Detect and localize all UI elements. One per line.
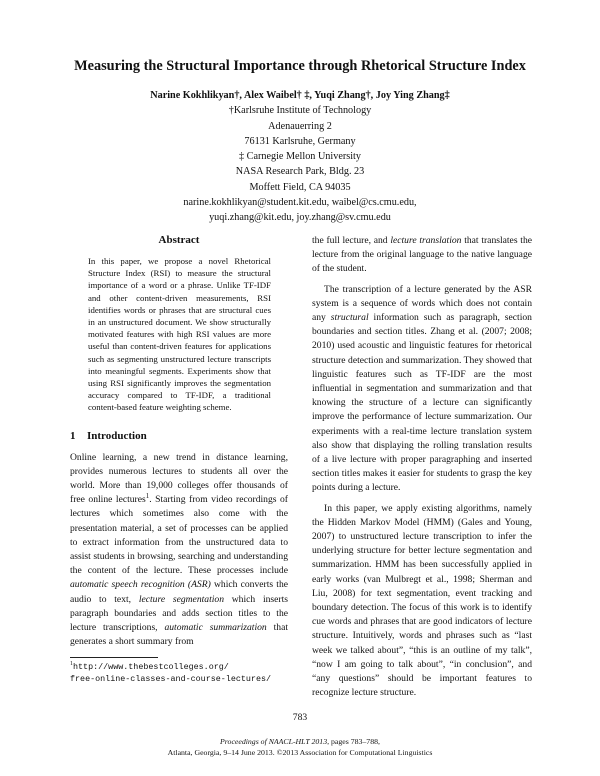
affiliation-line: Moffett Field, CA 94035 (249, 181, 351, 193)
left-column (70, 234, 288, 685)
affiliation-line: Adenauerring 2 (268, 120, 332, 132)
section-title: Introduction (87, 429, 147, 442)
right-column (312, 234, 532, 701)
footnote-mark: 1 (70, 661, 73, 668)
affiliation-line: †Karlsruhe Institute of Technology (228, 105, 372, 117)
section-number: 1 (70, 429, 76, 442)
author-list: Narine Kokhlikyan†, Alex Waibel† ‡, Yuqi Zhang†, Joy Ying Zhang‡ (150, 90, 450, 101)
affiliation-line: ‡ Carnegie Mellon University (239, 151, 361, 163)
affiliation-line: NASA Research Park, Bldg. 23 (235, 166, 365, 178)
email-line: narine.kokhlikyan@student.kit.edu, waibel@cs.cmu.edu, (183, 197, 417, 209)
author-block (40, 88, 560, 226)
paper-title: Measuring the Structural Importance through Rhetorical Structure Index (74, 58, 526, 74)
footnote (70, 661, 288, 685)
section-heading (70, 430, 288, 442)
page-number: 783 (292, 712, 308, 723)
affiliation-line: 76131 Karlsruhe, Germany (244, 135, 356, 147)
abstract-heading: Abstract (158, 234, 200, 246)
footnote-divider (70, 657, 158, 658)
paragraph-intro-3: In this paper, we apply existing algorithms, namely the Hidden Markov Model (HMM) (Gales and Young, 2007) to unstructured lecture transcription to infer the underlying structure for better lecture segmentation and summarization. HMM has been successfully applied in early works (van Mulbregt et al., 1998; Sherman and Liu, 2008) for text segmentation, event tracking and boundary detection. The focus of this work is to identify cue words and phrases that are good indicators of lecture structure. Intuitively, words and phrases such as “last week we talked about”, “this is an outline of my talk”, “now I am going to talk about”, “in conclusion”, and “any questions” should be important features to recognize lecture structure. (312, 502, 532, 699)
footnote-url-cont: free-online-classes-and-course-lectures/ (70, 674, 272, 685)
paragraph-intro-1-cont: the full lecture, and lecture translation that translates the lecture from the original language to the native language of the student. (312, 235, 533, 275)
proceedings-name: Proceedings of NAACL-HLT 2013 (220, 737, 328, 746)
footnote-url: http://www.thebestcolleges.org/ (73, 662, 229, 673)
abstract-text: In this paper, we propose a novel Rhetorical Structure Index (RSI) to measure the structural importance of a word or a phrase. Unlike TF-IDF and other content-driven measurements, RSI identifies words or phrases that are structural cues in an unstructured document. We show structurally motivated features with high RSI values are more useful than content-driven features for applications such as segmenting unstructured lecture transcripts into meaningful segments. Experiments show that using RSI significantly improves the segmentation accuracy compared to TF-IDF, a traditional content-based feature weighting scheme. (88, 256, 271, 413)
proceedings-footer: Proceedings of NAACL-HLT 2013, pages 783–788, Atlanta, Georgia, 9–14 June 2013. ©2013 Association for Computational Linguistics (0, 736, 600, 758)
email-line: yuqi.zhang@kit.edu, joy.zhang@sv.cmu.edu (209, 212, 391, 224)
proceedings-venue: Atlanta, Georgia, 9–14 June 2013. ©2013 Association for Computational Linguistics (167, 748, 433, 757)
footnote-marker: 1 (145, 492, 150, 501)
paragraph-intro-2: The transcription of a lecture generated by the ASR system is a sequence of words which does not contain any structural information such as paragraph, section boundaries and section titles. Zhang et al. (2007; 2008; 2010) used acoustic and linguistic features for rhetorical structure detection and summarization. They showed that linguistic features such as TF-IDF are the most influential in segmentation and summarization and that knowing the structure of a lecture can significantly improve the performance of lecture summarization. Our experiments with a real-time lecture translation system also show that displaying the rolling translation results of a live lecture with proper paragraphing and inserted section titles makes it easier for students to grasp the key points during a lecture. (312, 283, 532, 494)
paragraph-intro-1: Online learning, a new trend in distance learning, provides numerous lectures to students all over the world. More than 19,000 colleges offer thousands of free online lectures$^1$. Starting from video recordings of lectures which sometimes also come with the presentation material, a set of processes can be applied to extract information from the unstructured data to assist students in browsing, searching and understanding the content of the lecture. These processes include automatic speech recognition (ASR) which converts the audio to text, lecture segmentation which inserts paragraph boundaries and adds section titles to the lecture transcriptions, automatic summarization that generates a short summary from (70, 451, 288, 648)
